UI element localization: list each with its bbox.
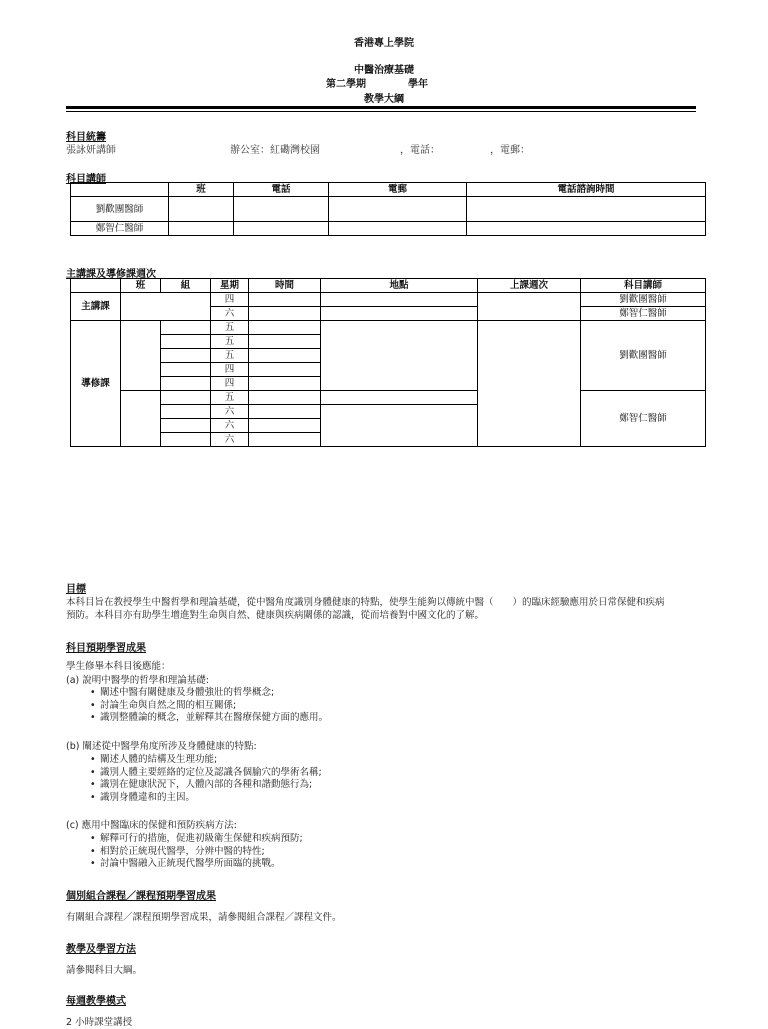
col-header: 上課週次 [478,279,581,293]
table-cell [467,197,706,222]
table-cell [321,293,478,307]
lecture-label: 主講課 [71,293,121,321]
table-cell [249,293,321,307]
col-header: 電話諮詢時間 [467,183,706,197]
coordinator-phone: ，電話： [400,145,440,156]
table-cell [161,433,211,447]
day-cell: 五 [211,321,249,335]
aims-text-line1: 本科目旨在教授學生中醫哲學和理論基礎，從中醫角度識別身體健康的特點，使學生能夠以傳統中醫（ ）的臨床經驗應用於日常保健和疾病 [66,597,665,608]
table-row [71,197,706,222]
institution-name: 香港專上學院 [354,38,414,49]
semester-label: 第二學期 [326,79,366,90]
list-item: • 討論生命與自然之間的相互關係; [90,700,328,713]
col-header: 時間 [249,279,321,293]
table-cell [161,363,211,377]
table-cell [467,222,706,236]
academic-year-label: 學年 [408,79,428,90]
day-cell: 六 [211,433,249,447]
table-cell [161,419,211,433]
table-cell [329,197,467,222]
table-cell [249,419,321,433]
table-row [71,321,706,335]
table-cell [249,377,321,391]
day-cell: 五 [211,349,249,363]
coordinator-office: 辦公室：紅磡灣校園 [230,145,320,156]
outcome-a-title: (a) 說明中醫學的哲學和理論基礎: [66,675,209,686]
course-title: 中醫治療基礎 [354,65,414,76]
header-divider-thin [66,111,696,112]
col-header: 組 [161,279,211,293]
day-cell: 五 [211,335,249,349]
day-cell: 六 [211,405,249,419]
day-cell: 四 [211,363,249,377]
table-cell [161,377,211,391]
list-item: • 闡述人體的結構及生理功能; [90,754,322,767]
day-cell: 四 [211,377,249,391]
table-row [71,293,706,307]
table-cell [161,335,211,349]
lecturer-name: 劉歡團醫師 [71,197,169,222]
methods-text: 請參閱科目大綱。 [66,965,143,976]
table-cell [121,321,161,391]
coordinator-email: ，電郵： [490,145,530,156]
table-cell [234,222,329,236]
outcome-b-title: (b) 闡述從中醫學角度所涉及身體健康的特點: [66,741,257,752]
weekly-heading: 每週教學模式 [66,996,126,1007]
list-item: • 解釋可行的措施，促進初級衛生保健和疾病預防; [90,833,303,846]
table-cell [478,321,581,447]
weekly-text: 2 小時課堂講授 [66,1017,133,1028]
table-cell [121,391,161,447]
aims-heading: 目標 [66,584,86,595]
col-header [71,279,121,293]
schedule-heading: 主講課及導修課週次 [66,269,156,280]
table-cell [249,349,321,363]
table-cell [321,307,478,321]
table-cell [161,321,211,335]
col-header: 電郵 [329,183,467,197]
col-header: 科目講師 [581,279,706,293]
day-cell: 五 [211,391,249,405]
aims-text-line2: 預防。本科目亦有助學生增進對生命與自然、健康與疾病關係的認識，從而培養對中國文化的了解。 [66,610,485,621]
day-cell: 六 [211,307,249,321]
outcome-b-list [90,754,322,804]
table-cell [249,321,321,335]
outcome-a-list [90,687,328,725]
coordinator-heading: 科目統籌 [66,132,106,143]
programme-text: 有關組合課程／課程預期學習成果，請參閱組合課程／課程文件。 [66,912,342,923]
table-row [71,222,706,236]
table-cell [321,405,478,447]
table-cell [234,197,329,222]
list-item: • 識別身體違和的主因。 [90,792,322,805]
teacher-cell: 劉歡團醫師 [581,321,706,391]
table-cell [169,197,234,222]
table-cell [161,349,211,363]
lecturers-heading: 科目講師 [66,174,106,185]
table-cell [478,293,581,321]
table-cell [161,405,211,419]
table-cell [249,307,321,321]
table-cell [249,405,321,419]
table-cell [329,222,467,236]
table-cell [249,433,321,447]
list-item: • 識別人體主要經絡的定位及認識各個腧穴的學術名稱; [90,767,322,780]
table-cell [161,391,211,405]
col-header: 星期 [211,279,249,293]
teacher-cell: 鄭智仁醫師 [581,307,706,321]
list-item: • 相對於正統現代醫學，分辨中醫的特性; [90,846,303,859]
schedule-header-row [71,279,706,293]
list-item: • 識別整體論的概念，並解釋其在醫療保健方面的應用。 [90,712,328,725]
day-cell: 四 [211,293,249,307]
col-header [71,183,169,197]
col-header: 班 [169,183,234,197]
col-header: 地點 [321,279,478,293]
methods-heading: 教學及學習方法 [66,944,136,955]
header-divider-thick [66,106,696,109]
teacher-cell: 劉歡團醫師 [581,293,706,307]
col-header: 電話 [234,183,329,197]
teacher-cell: 鄭智仁醫師 [581,391,706,447]
outcome-c-title: (c) 應用中醫臨床的保健和預防疾病方法: [66,820,237,831]
tutorial-label: 導修課 [71,321,121,447]
programme-heading: 個別組合課程／課程預期學習成果 [66,891,216,902]
outcomes-heading: 科目預期學習成果 [66,643,146,654]
day-cell: 六 [211,419,249,433]
lecturers-table [70,182,706,236]
schedule-table [70,278,706,447]
list-item: • 識別在健康狀況下，人體內部的各種和諧動態行為; [90,779,322,792]
lecturers-header-row [71,183,706,197]
col-header: 班 [121,279,161,293]
list-item: • 闡述中醫有關健康及身體強壯的哲學概念; [90,687,328,700]
table-cell [249,335,321,349]
table-cell [321,391,478,405]
outcome-c-list [90,833,303,871]
table-cell [249,363,321,377]
table-cell [121,293,211,321]
coordinator-name: 張詠妍講師 [66,145,116,156]
table-cell [169,222,234,236]
table-cell [321,321,478,391]
table-row [71,391,706,405]
outcomes-intro: 學生修畢本科目後應能： [66,661,171,672]
table-cell [249,391,321,405]
syllabus-title: 教學大綱 [364,94,404,105]
list-item: • 討論中醫融入正統現代醫學所面臨的挑戰。 [90,858,303,871]
lecturer-name: 鄭智仁醫師 [71,222,169,236]
